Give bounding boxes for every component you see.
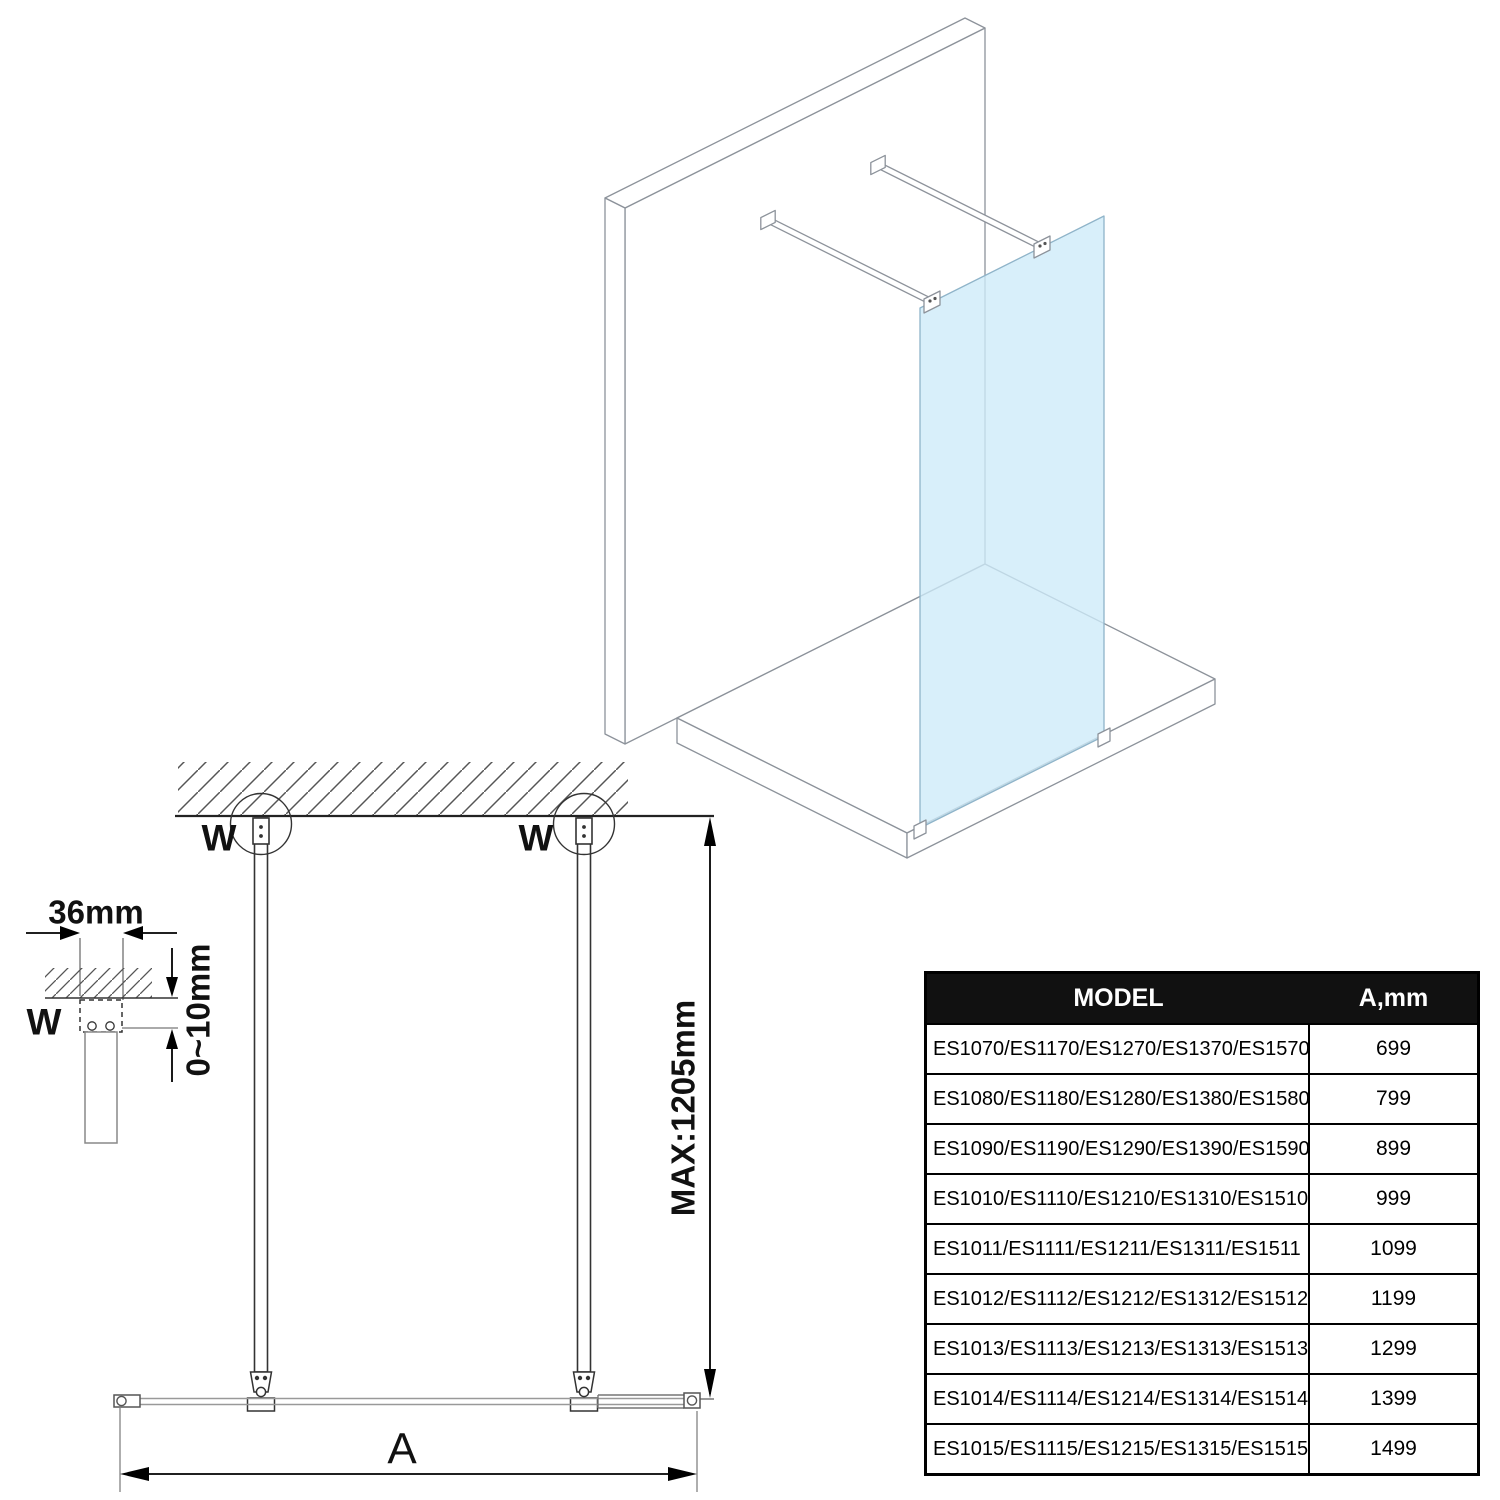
model-column-header: MODEL — [1073, 984, 1164, 1012]
model-cell: ES1090/ES1190/ES1290/ES1390/ES1590 — [927, 1125, 1310, 1173]
max-height-dimension — [704, 817, 716, 1398]
model-cell: ES1070/ES1170/ES1270/ES1370/ES1570 — [927, 1025, 1310, 1073]
model-cell: ES1015/ES1115/ES1215/ES1315/ES1515 — [927, 1425, 1310, 1473]
detail-ceiling-hatch — [45, 968, 152, 998]
a-mm-cell: 1099 — [1370, 1237, 1417, 1260]
max-height-label: MAX:1205mm — [664, 999, 702, 1217]
table-row — [927, 1423, 1477, 1473]
model-cell: ES1080/ES1180/ES1280/ES1380/ES1580 — [927, 1075, 1310, 1123]
model-cell: ES1011/ES1111/ES1211/ES1311/ES1511 — [927, 1225, 1310, 1273]
ceiling-hatch — [178, 762, 628, 816]
a-mm-cell: 999 — [1375, 1187, 1412, 1210]
a-mm-cell: 1199 — [1370, 1287, 1417, 1310]
table-row — [927, 1123, 1477, 1173]
detail-bar — [85, 1032, 117, 1143]
table-row — [927, 1023, 1477, 1073]
spec-table — [924, 971, 1480, 1476]
model-cell: ES1014/ES1114/ES1214/ES1314/ES1514 — [927, 1375, 1310, 1423]
front-view — [114, 762, 716, 1492]
detail-width-label: 36mm — [48, 893, 144, 931]
wall-marker-right: W — [518, 817, 554, 859]
wall-marker-left: W — [201, 817, 237, 859]
model-cell: ES1013/ES1113/ES1213/ES1313/ES1513 — [927, 1325, 1310, 1373]
support-bar-right — [578, 818, 591, 1372]
table-row — [927, 1323, 1477, 1373]
table-row — [927, 1223, 1477, 1273]
a-mm-cell: 799 — [1375, 1087, 1412, 1110]
glass-panel — [920, 216, 1104, 828]
support-bar-left — [255, 818, 268, 1372]
iso-view — [605, 18, 1215, 858]
a-mm-cell: 699 — [1375, 1037, 1412, 1060]
a-width-label: A — [387, 1424, 417, 1474]
model-cell: ES1010/ES1110/ES1210/ES1310/ES1510 — [927, 1175, 1310, 1223]
a-mm-column-header: A,mm — [1358, 984, 1429, 1012]
ceiling-bracket-left — [253, 818, 269, 844]
model-cell: ES1012/ES1112/ES1212/ES1312/ES1512 — [927, 1275, 1310, 1323]
table-row — [927, 1373, 1477, 1423]
table-row — [927, 1073, 1477, 1123]
a-mm-cell: 1399 — [1370, 1387, 1417, 1410]
a-mm-cell: 899 — [1375, 1137, 1412, 1160]
table-row — [927, 1273, 1477, 1323]
detail-bracket — [80, 1000, 122, 1032]
detail-wall-marker: W — [26, 1001, 62, 1043]
table-body — [927, 1023, 1477, 1473]
a-mm-cell: 1499 — [1370, 1437, 1417, 1460]
ceiling-bracket-right — [576, 818, 592, 844]
detail-view — [26, 894, 217, 1144]
detail-gap-label: 0~10mm — [179, 943, 217, 1077]
glass-edge-profile — [114, 1393, 714, 1408]
spec-table-header — [927, 974, 1477, 1023]
table-row — [927, 1173, 1477, 1223]
a-mm-cell: 1299 — [1370, 1337, 1417, 1360]
